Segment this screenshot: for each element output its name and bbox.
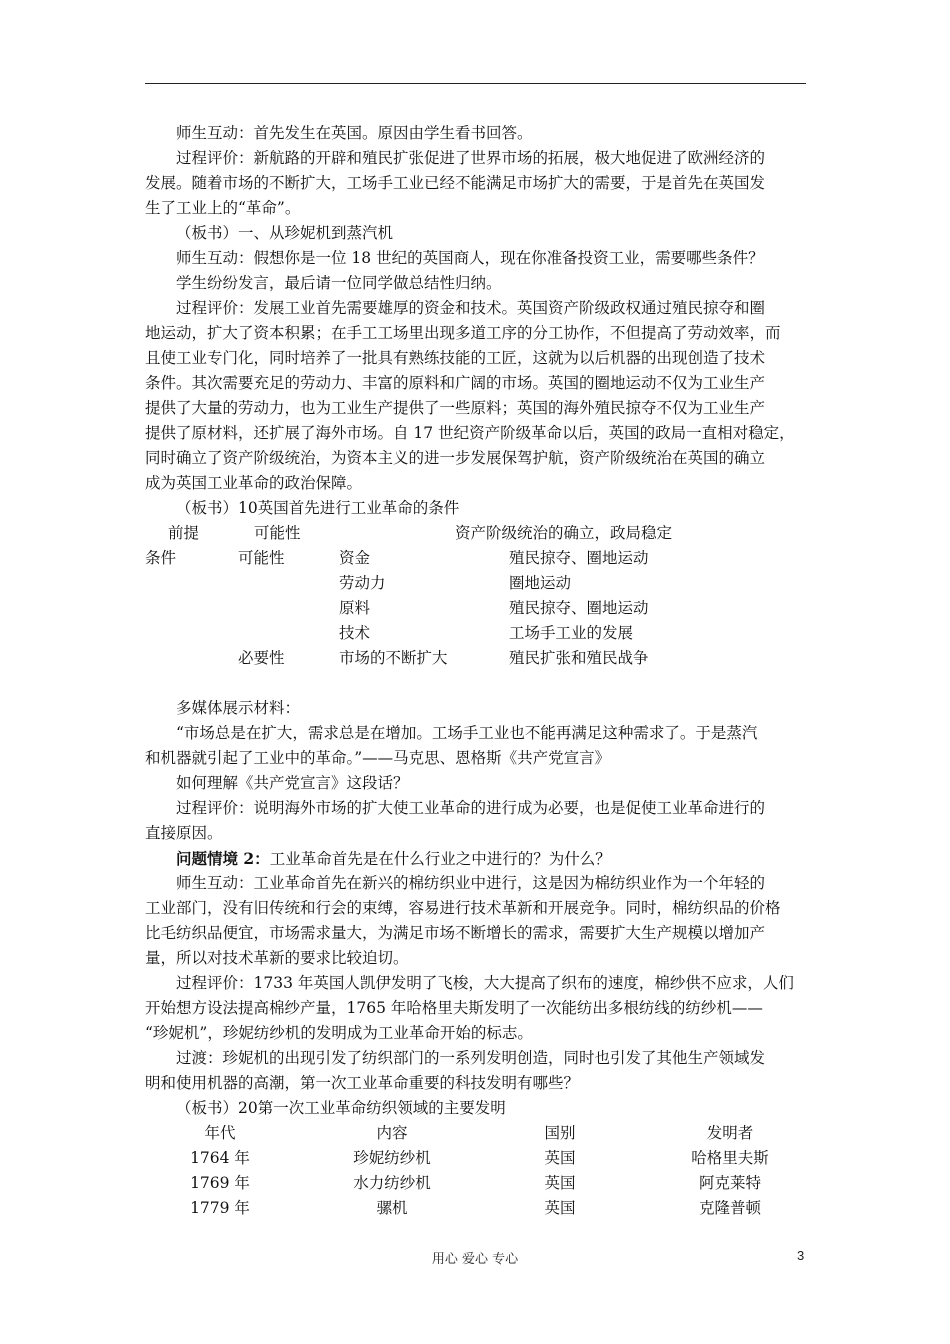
text-line: 工业部门，没有旧传统和行会的束缚，容易进行技术革新和开展竞争。同时，棉纺织品的价格: [145, 899, 781, 917]
text-line: 多媒体展示材料：: [176, 699, 301, 717]
conditions-cell: 殖民扩张和殖民战争: [509, 649, 649, 667]
inventions-table: [145, 1121, 810, 1221]
inventions-cell: 英国: [544, 1149, 576, 1167]
text-line: “市场总是在扩大，需求总是在增加。工场手工业也不能再满足这种需求了。于是蒸汽: [176, 724, 758, 742]
text-line: 过程评价：说明海外市场的扩大使工业革命的进行成为必要，也是促使工业革命进行的: [176, 799, 766, 817]
text-line: 师生互动：假想你是一位 18 世纪的英国商人，现在你准备投资工业，需要哪些条件？: [176, 249, 764, 267]
inventions-cell: 骡机: [376, 1199, 408, 1217]
conditions-row: [145, 521, 810, 546]
conditions-row: [145, 596, 810, 621]
conditions-cell: 工场手工业的发展: [509, 624, 634, 642]
text-line: 和机器就引起了工业中的革命。”——马克思、恩格斯《共产党宣言》: [145, 749, 611, 767]
question-heading: [145, 846, 810, 871]
text-line: 明和使用机器的高潮，第一次工业革命重要的科技发明有哪些？: [145, 1074, 580, 1092]
conditions-cell: 必要性: [238, 649, 285, 667]
text-line: 比毛纺织品便宜，市场需求量大，为满足市场不断增长的需求，需要扩大生产规模以增加产: [145, 924, 766, 942]
conditions-cell: 市场的不断扩大: [339, 649, 448, 667]
inventions-cell: 水力纺纱机: [353, 1174, 431, 1192]
text-line: 过渡：珍妮机的出现引发了纺织部门的一系列发明创造，同时也引发了其他生产领域发: [176, 1049, 766, 1067]
header-rule: [145, 83, 806, 84]
text-line: 直接原因。: [145, 824, 223, 842]
inventions-row: [145, 1146, 810, 1171]
section-multimedia-material: [145, 696, 810, 846]
text-line: 成为英国工业革命的政治保障。: [145, 474, 363, 492]
inventions-cell: 英国: [544, 1174, 576, 1192]
inventions-header-row: [145, 1121, 810, 1146]
question-label: 问题情境 2：: [176, 849, 270, 868]
conditions-cell: 原料: [339, 599, 371, 617]
text-line: （板书）20第一次工业革命纺织领域的主要发明: [176, 1099, 506, 1117]
document-body: [145, 121, 810, 1221]
text-line: 提供了大量的劳动力，也为工业生产提供了一些原料；英国的海外殖民掠夺不仅为工业生产: [145, 399, 766, 417]
conditions-cell: 资金: [339, 549, 371, 567]
text-line: （板书）10英国首先进行工业革命的条件: [176, 499, 460, 517]
header-cell: 发明者: [706, 1124, 754, 1142]
text-line: 学生纷纷发言，最后请一位同学做总结性归纳。: [176, 274, 502, 292]
inventions-cell: 1769 年: [190, 1174, 250, 1192]
header-cell: 内容: [376, 1124, 408, 1142]
text-line: 过程评价：新航路的开辟和殖民扩张促进了世界市场的拓展，极大地促进了欧洲经济的: [176, 149, 766, 167]
text-line: 过程评价：1733 年英国人凯伊发明了飞梭，大大提高了织布的速度，棉纱供不应求，人们: [176, 974, 794, 992]
text-line: 提供了原材料，还扩展了海外市场。自 17 世纪资产阶级革命以后，英国的政局一直相对稳定，: [145, 424, 795, 442]
text-line: 师生互动：工业革命首先在新兴的棉纺织业中进行，这是因为棉纺织业作为一个年轻的: [176, 874, 766, 892]
page-number: 3: [797, 1248, 805, 1263]
inventions-cell: 1779 年: [190, 1199, 250, 1217]
section-textile-discussion: [145, 871, 810, 1121]
conditions-row: [145, 621, 810, 646]
inventions-cell: 英国: [544, 1199, 576, 1217]
text-line: 发展。随着市场的不断扩大，工场手工业已经不能满足市场扩大的需要，于是首先在英国发: [145, 174, 766, 192]
text-line: 生了工业上的“革命”。: [145, 199, 301, 217]
conditions-cell: 殖民掠夺、圈地运动: [509, 599, 649, 617]
text-line: 开始想方设法提高棉纱产量，1765 年哈格里夫斯发明了一次能纺出多根纺线的纺纱机——: [145, 999, 763, 1017]
header-cell: 国别: [544, 1124, 576, 1142]
blank-line: [145, 671, 810, 696]
text-line: 如何理解《共产党宣言》这段话？: [176, 774, 409, 792]
inventions-row: [145, 1171, 810, 1196]
section-conditions-discussion: [145, 121, 810, 521]
conditions-cell: 资产阶级统治的确立，政局稳定: [455, 524, 673, 542]
inventions-cell: 1764 年: [190, 1149, 250, 1167]
conditions-cell: 技术: [339, 624, 371, 642]
footer-text: 用心 爱心 专心: [431, 1252, 519, 1267]
conditions-row: [145, 546, 810, 571]
inventions-cell: 克隆普顿: [698, 1199, 761, 1217]
text-line: 师生互动：首先发生在英国。原因由学生看书回答。: [176, 124, 533, 142]
text-line: 且使工业专门化，同时培养了一批具有熟练技能的工匠，这就为以后机器的出现创造了技术: [145, 349, 766, 367]
text-line: 同时确立了资产阶级统治，为资本主义的进一步发展保驾护航，资产阶级统治在英国的确立: [145, 449, 766, 467]
inventions-row: [145, 1196, 810, 1221]
text-line: 条件。其次需要充足的劳动力、丰富的原料和广阔的市场。英国的圈地运动不仅为工业生产: [145, 374, 766, 392]
text-line: 量，所以对技术革新的要求比较迫切。: [145, 949, 409, 967]
inventions-cell: 阿克莱特: [698, 1174, 761, 1192]
conditions-cell: 圈地运动: [509, 574, 572, 592]
header-cell: 年代: [204, 1124, 236, 1142]
text-line: 过程评价：发展工业首先需要雄厚的资金和技术。英国资产阶级政权通过殖民掠夺和圈: [176, 299, 766, 317]
conditions-table: [145, 521, 810, 671]
text-line: “珍妮机”，珍妮纺纱机的发明成为工业革命开始的标志。: [145, 1024, 533, 1042]
conditions-cell: 可能性: [254, 524, 301, 542]
question-text: 工业革命首先是在什么行业之中进行的？为什么？: [269, 850, 611, 868]
text-line: 地运动，扩大了资本积累；在手工工场里出现多道工序的分工协作，不但提高了劳动效率，而: [145, 324, 781, 342]
inventions-cell: 哈格里夫斯: [691, 1149, 769, 1167]
conditions-cell: 前提: [168, 524, 200, 542]
conditions-cell: 条件: [145, 549, 177, 567]
conditions-row: [145, 571, 810, 596]
text-line: （板书）一、从珍妮机到蒸汽机: [176, 224, 394, 242]
conditions-row: [145, 646, 810, 671]
conditions-cell: 殖民掠夺、圈地运动: [509, 549, 649, 567]
conditions-cell: 可能性: [238, 549, 285, 567]
inventions-cell: 珍妮纺纱机: [353, 1149, 431, 1167]
conditions-cell: 劳动力: [339, 574, 386, 592]
